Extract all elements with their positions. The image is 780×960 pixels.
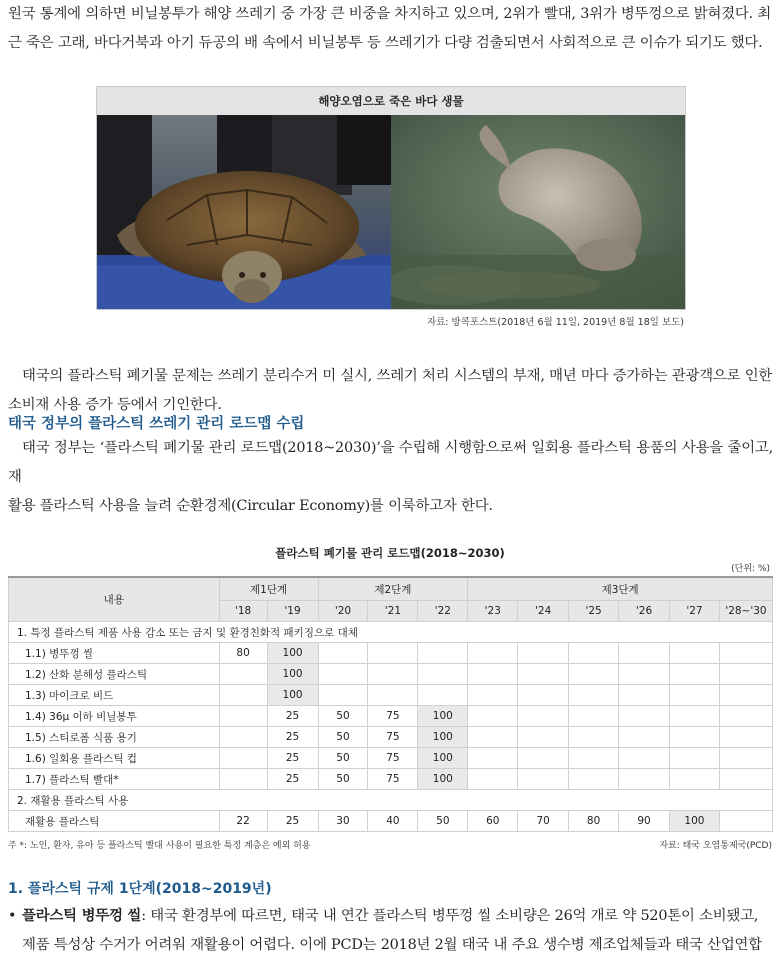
row-label: 재활용 플라스틱 bbox=[9, 811, 220, 832]
table-cell bbox=[569, 664, 619, 685]
row-label: 1.2) 산화 분해성 플라스틱 bbox=[9, 664, 220, 685]
table-cell: 75 bbox=[368, 727, 418, 748]
table-cell bbox=[619, 769, 670, 790]
table-source: 자료: 태국 오염통제국(PCD) bbox=[659, 841, 772, 851]
section-1-label: 1. 특정 플라스틱 제품 사용 감소 또는 금지 및 환경친화적 패키징으로 대체 bbox=[9, 622, 773, 643]
sea-turtle-photo bbox=[97, 115, 391, 309]
table-cell: 50 bbox=[318, 727, 368, 748]
table-cell bbox=[619, 685, 670, 706]
table-cell bbox=[518, 706, 569, 727]
row-label: 1.5) 스티로폼 식품 용기 bbox=[9, 727, 220, 748]
table-cell bbox=[219, 769, 267, 790]
table-cell bbox=[719, 748, 772, 769]
table-row bbox=[9, 769, 773, 790]
table-cell: 80 bbox=[219, 643, 267, 664]
table-cell bbox=[719, 664, 772, 685]
table-cell: 50 bbox=[318, 748, 368, 769]
table-cell bbox=[518, 748, 569, 769]
intro-line-1: 원국 통계에 의하면 비닐봉투가 해양 쓰레기 중 가장 큰 비중을 차지하고 있으며, 2위가 빨대, 3위가 병뚜껑으로 밝혀졌다. 최 bbox=[8, 6, 772, 22]
header-content: 내용 bbox=[9, 577, 220, 622]
table-cell bbox=[468, 769, 518, 790]
table-cell: 25 bbox=[267, 811, 318, 832]
cause-line-2: 소비재 사용 증가 등에서 기인한다. bbox=[8, 397, 222, 413]
photo-figure bbox=[96, 86, 686, 310]
table-cell bbox=[719, 706, 772, 727]
table-cell: 25 bbox=[267, 706, 318, 727]
table-cell: 22 bbox=[219, 811, 267, 832]
header-year: '19 bbox=[267, 601, 318, 622]
cause-line-1: 태국의 플라스틱 폐기물 문제는 쓰레기 분리수거 미 실시, 쓰레기 처리 시스템의 부재, 매년 마다 증가하는 관광객으로 인한 bbox=[22, 368, 773, 384]
table-cell bbox=[569, 748, 619, 769]
table-row bbox=[9, 664, 773, 685]
table-cell bbox=[518, 664, 569, 685]
table-row bbox=[9, 643, 773, 664]
roadmap-table bbox=[8, 576, 773, 832]
table-cell bbox=[219, 664, 267, 685]
header-year: '27 bbox=[669, 601, 719, 622]
table-cell bbox=[619, 706, 670, 727]
table-cell: 80 bbox=[569, 811, 619, 832]
table-cell bbox=[669, 706, 719, 727]
table-cell: 100 bbox=[418, 727, 468, 748]
bottle-cap-paragraph bbox=[22, 902, 772, 960]
table-cell: 25 bbox=[267, 727, 318, 748]
table-cell bbox=[219, 748, 267, 769]
table-cell: 100 bbox=[669, 811, 719, 832]
header-phase-2: 제2단계 bbox=[318, 577, 468, 601]
table-cell bbox=[318, 643, 368, 664]
table-cell bbox=[619, 748, 670, 769]
table-cell bbox=[219, 727, 267, 748]
table-cell: 75 bbox=[368, 769, 418, 790]
table-cell bbox=[719, 643, 772, 664]
table-cell bbox=[468, 748, 518, 769]
table-cell bbox=[368, 643, 418, 664]
table-title: 플라스틱 폐기물 관리 로드맵(2018~2030) bbox=[275, 546, 505, 560]
dugong-underwater-photo bbox=[391, 115, 685, 309]
table-cell bbox=[219, 706, 267, 727]
header-year: '23 bbox=[468, 601, 518, 622]
table-cell: 90 bbox=[619, 811, 670, 832]
table-cell: 60 bbox=[468, 811, 518, 832]
row-label: 1.3) 마이크로 비드 bbox=[9, 685, 220, 706]
bottle-cap-line-2: 제품 특성상 수거가 어려워 재활용이 어렵다. 이에 PCD는 2018년 2월 태국 내 주요 생수병 제조업체들과 태국 산업연합 bbox=[22, 937, 762, 953]
table-cell bbox=[719, 811, 772, 832]
header-phase-1: 제1단계 bbox=[219, 577, 318, 601]
table-cell bbox=[569, 769, 619, 790]
table-cell: 50 bbox=[418, 811, 468, 832]
table-cell bbox=[368, 664, 418, 685]
table-cell bbox=[518, 643, 569, 664]
table-cell bbox=[669, 748, 719, 769]
table-row bbox=[9, 706, 773, 727]
table-cell bbox=[669, 727, 719, 748]
table-cell bbox=[368, 685, 418, 706]
table-cell bbox=[318, 685, 368, 706]
table-cell: 100 bbox=[418, 706, 468, 727]
table-cell bbox=[468, 706, 518, 727]
table-cell bbox=[518, 727, 569, 748]
header-year: '20 bbox=[318, 601, 368, 622]
table-cell bbox=[669, 685, 719, 706]
header-year: '18 bbox=[219, 601, 267, 622]
table-cell bbox=[468, 727, 518, 748]
row-label: 1.4) 36μ 이하 비닐봉투 bbox=[9, 706, 220, 727]
photo-caption: 해양오염으로 죽은 바다 생물 bbox=[97, 87, 685, 115]
row-label: 1.7) 플라스틱 빨대* bbox=[9, 769, 220, 790]
table-cell bbox=[518, 769, 569, 790]
table-cell: 40 bbox=[368, 811, 418, 832]
table-cell: 25 bbox=[267, 748, 318, 769]
table-cell: 100 bbox=[418, 748, 468, 769]
table-cell bbox=[569, 727, 619, 748]
table-cell bbox=[219, 685, 267, 706]
table-cell bbox=[569, 685, 619, 706]
table-row bbox=[9, 811, 773, 832]
table-cell bbox=[418, 643, 468, 664]
table-cell: 25 bbox=[267, 769, 318, 790]
row-label: 1.6) 일회용 플라스틱 컵 bbox=[9, 748, 220, 769]
table-cell bbox=[569, 643, 619, 664]
header-year: '24 bbox=[518, 601, 569, 622]
table-row bbox=[9, 727, 773, 748]
table-cell bbox=[669, 643, 719, 664]
row-label: 1.1) 병뚜껑 씰 bbox=[9, 643, 220, 664]
table-unit: (단위: %) bbox=[731, 564, 770, 574]
table-cell bbox=[418, 685, 468, 706]
table-cell: 75 bbox=[368, 748, 418, 769]
table-cell bbox=[669, 769, 719, 790]
header-year: '21 bbox=[368, 601, 418, 622]
bottle-cap-term: 플라스틱 병뚜껑 씰 bbox=[22, 908, 142, 924]
table-cell: 100 bbox=[267, 664, 318, 685]
bullet-icon: • bbox=[8, 908, 17, 924]
table-cell bbox=[518, 685, 569, 706]
header-year: '22 bbox=[418, 601, 468, 622]
table-cell bbox=[619, 727, 670, 748]
header-year: '25 bbox=[569, 601, 619, 622]
phase-1-heading: 1. 플라스틱 규제 1단계(2018~2019년) bbox=[8, 881, 272, 897]
table-cell: 100 bbox=[418, 769, 468, 790]
header-year: '28~'30 bbox=[719, 601, 772, 622]
table-cell bbox=[719, 685, 772, 706]
table-cell bbox=[468, 685, 518, 706]
roadmap-paragraph bbox=[8, 434, 773, 521]
section-row bbox=[9, 622, 773, 643]
table-cell bbox=[468, 643, 518, 664]
bottle-cap-text-1: : 태국 환경부에 따르면, 태국 내 연간 플라스틱 병뚜껑 씰 소비량은 26억 개로 약 520톤이 소비됐고, bbox=[141, 908, 759, 924]
table-cell: 70 bbox=[518, 811, 569, 832]
table-cell: 50 bbox=[318, 706, 368, 727]
header-phase-3: 제3단계 bbox=[468, 577, 773, 601]
table-cell: 50 bbox=[318, 769, 368, 790]
bottle-cap-line-1 bbox=[22, 902, 772, 931]
roadmap-line-2: 활용 플라스틱 사용을 늘려 순환경제(Circular Economy)를 이룩하고자 한다. bbox=[8, 498, 493, 514]
table-cell bbox=[418, 664, 468, 685]
section-row bbox=[9, 790, 773, 811]
table-cell: 100 bbox=[267, 643, 318, 664]
table-cell bbox=[719, 727, 772, 748]
intro-paragraph bbox=[8, 0, 773, 58]
roadmap-line-1: 태국 정부는 ‘플라스틱 폐기물 관리 로드맵(2018~2030)’을 수립해 시행함으로써 일회용 플라스틱 용품의 사용을 줄이고, 재 bbox=[8, 440, 773, 485]
table-row bbox=[9, 748, 773, 769]
table-cell bbox=[669, 664, 719, 685]
table-cell: 75 bbox=[368, 706, 418, 727]
intro-line-2: 근 죽은 고래, 바다거북과 아기 듀공의 배 속에서 비닐봉투 등 쓰레기가 다량 검출되면서 사회적으로 큰 이슈가 되기도 했다. bbox=[8, 35, 763, 51]
table-note: 주 *: 노인, 환자, 유아 등 플라스틱 빨대 사용이 필요한 특정 계층은 예외 허용 bbox=[8, 841, 311, 851]
roadmap-heading: 태국 정부의 플라스틱 쓰레기 관리 로드맵 수립 bbox=[8, 416, 305, 432]
section-2-label: 2. 재활용 플라스틱 사용 bbox=[9, 790, 773, 811]
table-cell bbox=[719, 769, 772, 790]
table-cell: 30 bbox=[318, 811, 368, 832]
header-year: '26 bbox=[619, 601, 670, 622]
table-cell: 100 bbox=[267, 685, 318, 706]
table-cell bbox=[569, 706, 619, 727]
table-row bbox=[9, 685, 773, 706]
table-cell bbox=[619, 664, 670, 685]
table-cell bbox=[468, 664, 518, 685]
table-cell bbox=[318, 664, 368, 685]
table-cell bbox=[619, 643, 670, 664]
photo-source: 자료: 방콕포스트(2018년 6월 11일, 2019년 8월 18일 보도) bbox=[426, 317, 684, 328]
